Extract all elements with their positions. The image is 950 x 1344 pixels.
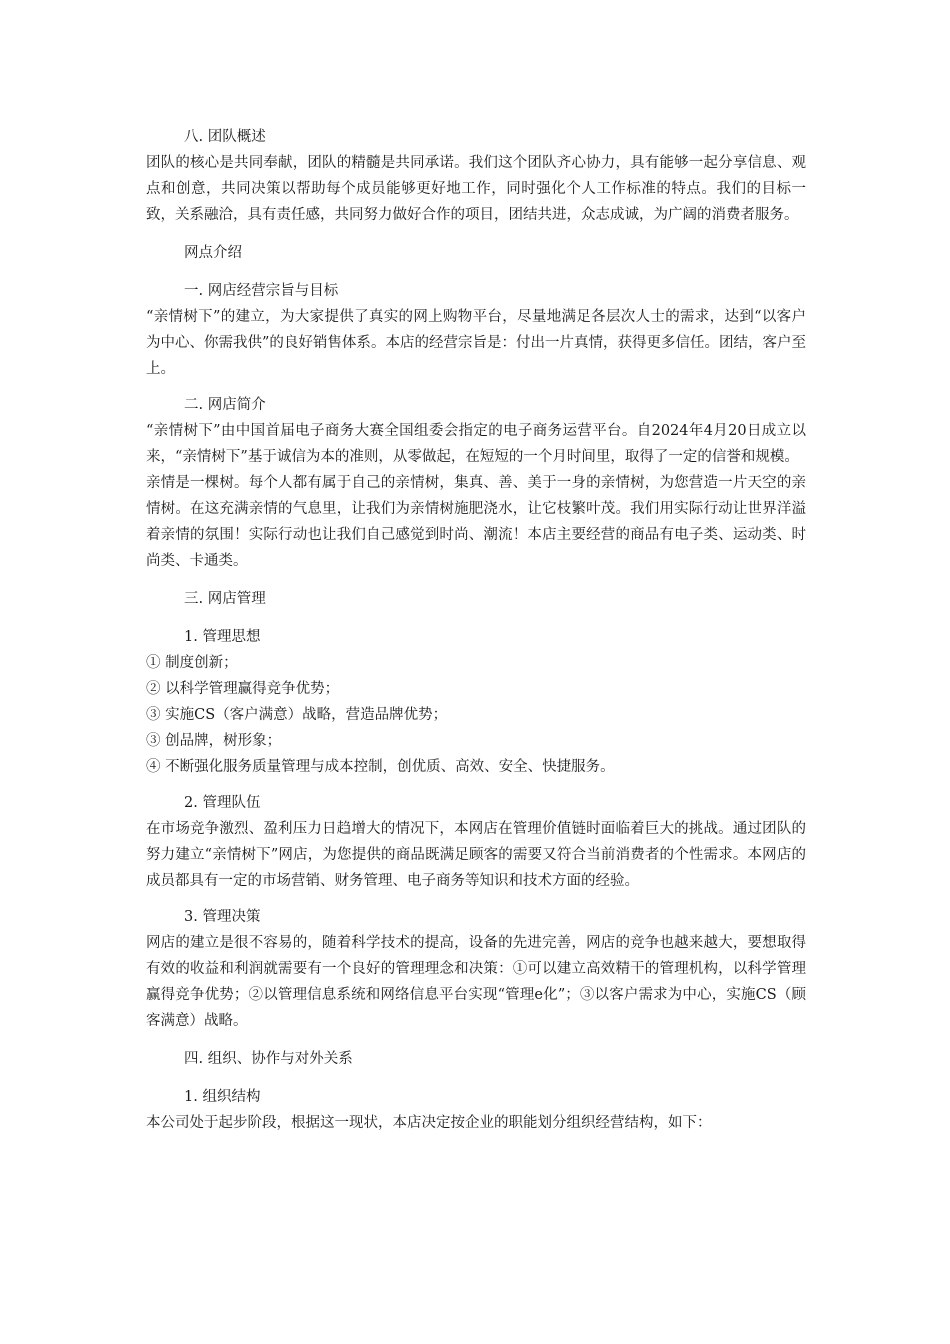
profile-paragraph-2: 亲情是一棵树。每个人都有属于自己的亲情树，集真、善、美于一身的亲情树，为您营造一片天空的亲情树。在这充满亲情的气息里，让我们为亲情树施肥浇水，让它枝繁叶茂。我们用实际行动让世界洋溢着亲情的氛围！实际行动也让我们自己感觉到时尚、潮流！本店主要经营的商品有电子类、运动类、时尚类、卡通类。 bbox=[146, 475, 806, 569]
management-idea-heading: 1. 管理思想 bbox=[184, 629, 261, 645]
management-team-heading: 2. 管理队伍 bbox=[184, 795, 261, 811]
structure-heading: 1. 组织结构 bbox=[184, 1089, 261, 1105]
list-item: ③ 实施CS（客户满意）战略，营造品牌优势； bbox=[146, 707, 448, 723]
list-item: ④ 不断强化服务质量管理与成本控制，创优质、高效、安全、快捷服务。 bbox=[146, 759, 615, 775]
profile-heading: 二. 网店简介 bbox=[184, 397, 266, 413]
management-decision-paragraph: 网店的建立是很不容易的，随着科学技术的提高，设备的先进完善，网店的竞争也越来越大，要想取得有效的收益和利润就需要有一个良好的管理理念和决策：①可以建立高效精干的管理机构，以科学管理赢得竞争优势；②以管理信息系统和网络信息平台实现“管理e化”；③以客户需求为中心，实施CS（顾客满意）战略。 bbox=[146, 935, 806, 1029]
list-item: ② 以科学管理赢得竞争优势； bbox=[146, 681, 340, 697]
team-overview-paragraph: 团队的核心是共同奉献，团队的精髓是共同承诺。我们这个团队齐心协力，具有能够一起分享信息、观点和创意，共同决策以帮助每个成员能够更好地工作，同时强化个人工作标准的特点。我们的目标一致，关系融洽，具有责任感，共同努力做好合作的项目，团结共进，众志成诚，为广阔的消费者服务。 bbox=[146, 155, 806, 223]
management-idea-list bbox=[146, 650, 806, 780]
profile-paragraph-1: “亲情树下”由中国首届电子商务大赛全国组委会指定的电子商务运营平台。自2024年4月20日成立以来，“亲情树下”基于诚信为本的准则，从零做起，在短短的一个月时间里，取得了一定的信誉和规模。 bbox=[146, 423, 806, 465]
management-team-paragraph: 在市场竞争激烈、盈利压力日趋增大的情况下，本网店在管理价值链时面临着巨大的挑战。通过团队的努力建立“亲情树下”网店，为您提供的商品既满足顾客的需要又符合当前消费者的个性需求。本网店的成员都具有一定的市场营销、财务管理、电子商务等知识和技术方面的经验。 bbox=[146, 821, 806, 889]
list-item: ① 制度创新； bbox=[146, 655, 238, 671]
structure-paragraph: 本公司处于起步阶段，根据这一现状，本店决定按企业的职能划分组织经营结构，如下： bbox=[146, 1115, 712, 1131]
management-decision-heading: 3. 管理决策 bbox=[184, 909, 261, 925]
store-intro-heading: 网点介绍 bbox=[184, 245, 242, 261]
organization-heading: 四. 组织、协作与对外关系 bbox=[184, 1051, 353, 1067]
list-item: ③ 创品牌，树形象； bbox=[146, 733, 282, 749]
purpose-paragraph: “亲情树下”的建立，为大家提供了真实的网上购物平台，尽量地满足各层次人士的需求，达到“以客户为中心、你需我供”的良好销售体系。本店的经营宗旨是：付出一片真情，获得更多信任。团结，客户至上。 bbox=[146, 309, 806, 377]
purpose-heading: 一. 网店经营宗旨与目标 bbox=[184, 283, 339, 299]
document-page bbox=[146, 124, 806, 1136]
team-overview-heading: 八. 团队概述 bbox=[184, 129, 266, 145]
management-heading: 三. 网店管理 bbox=[184, 591, 266, 607]
